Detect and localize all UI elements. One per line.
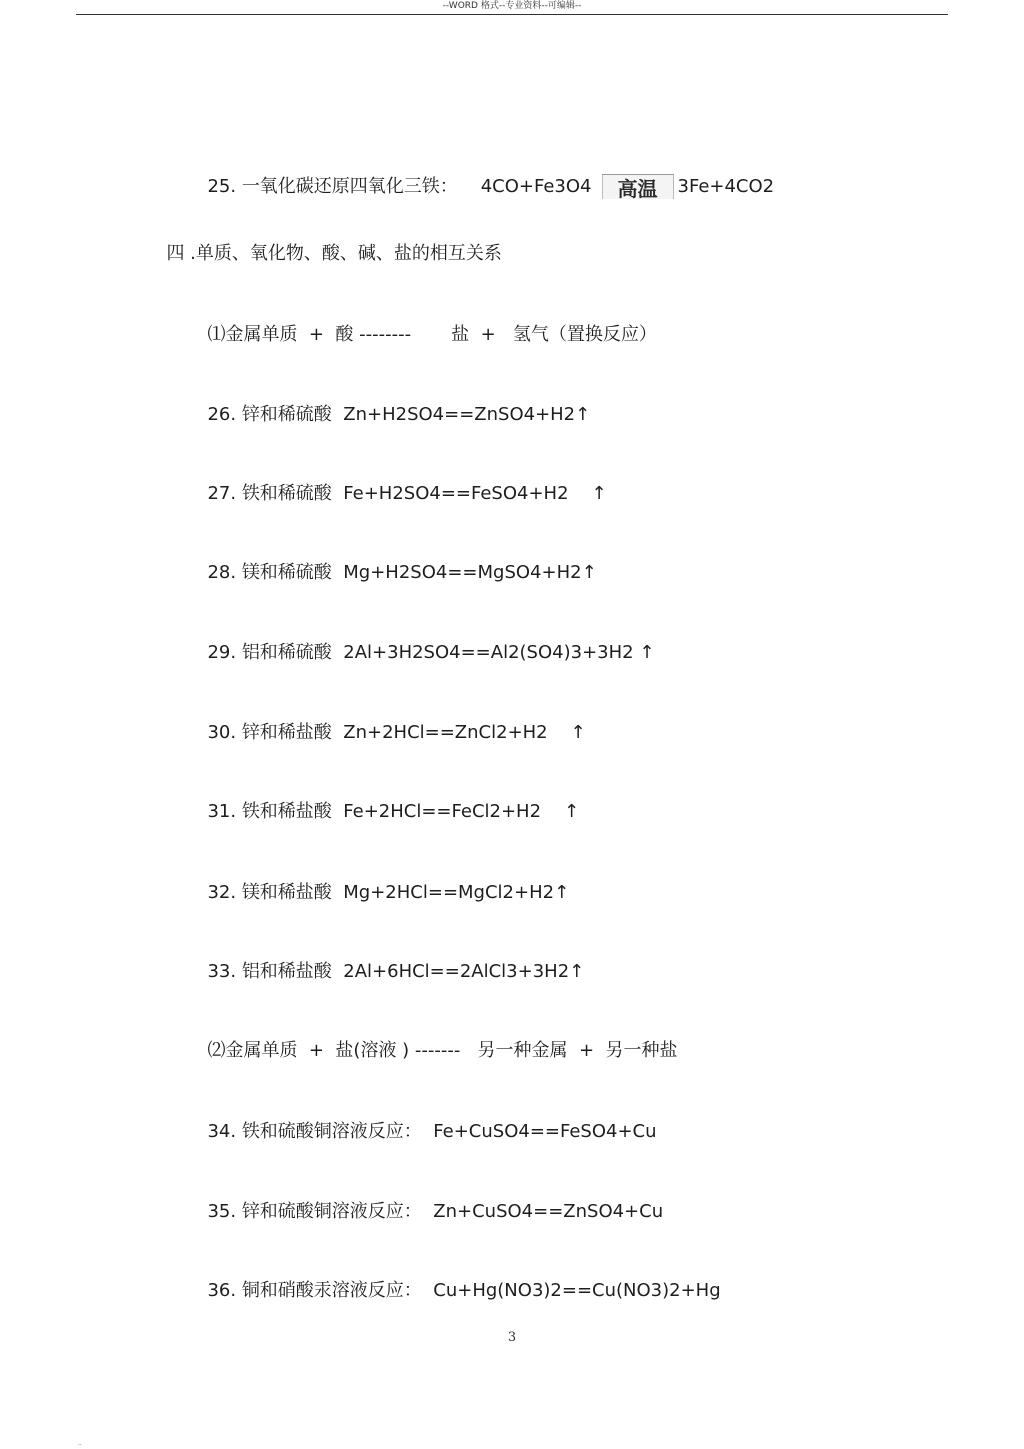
- subsection-heading-1: [196, 302, 657, 346]
- equation-formula: Cu+Hg(NO3)2==Cu(NO3)2+Hg: [433, 1280, 721, 1301]
- reaction-description: 铁和稀硫酸: [241, 483, 344, 504]
- equation-line-33: [196, 939, 584, 983]
- products-formula: 3Fe+4CO2: [677, 176, 775, 197]
- equation-line-31: [196, 779, 579, 823]
- reaction-description: 镁和稀硫酸: [241, 562, 344, 583]
- item-number: 35.: [207, 1201, 242, 1222]
- equation-formula: 2Al+3H2SO4==Al2(SO4)3+3H2: [343, 642, 634, 663]
- item-number: 26.: [207, 404, 242, 425]
- equation-formula: Zn+CuSO4==ZnSO4+Cu: [433, 1201, 664, 1222]
- reaction-description: 锌和硫酸铜溶液反应：: [241, 1201, 434, 1222]
- reaction-description: 铜和硝酸汞溶液反应：: [241, 1280, 434, 1301]
- gas-arrow-icon: ↑: [563, 801, 580, 822]
- gas-arrow-icon: ↑: [569, 961, 585, 982]
- reaction-description: 锌和稀盐酸: [241, 722, 344, 743]
- gas-arrow-icon: ↑: [570, 722, 586, 743]
- equation-formula: Zn+2HCl==ZnCl2+H2: [343, 722, 548, 743]
- equation-line-35: [196, 1179, 663, 1223]
- reaction-description: 铁和硫酸铜溶液反应：: [241, 1121, 434, 1142]
- page-number: 3: [507, 1330, 517, 1345]
- reaction-description: 镁和稀盐酸: [241, 882, 344, 903]
- gas-arrow-icon: ↑: [581, 562, 597, 583]
- equation-formula: Fe+CuSO4==FeSO4+Cu: [433, 1121, 657, 1142]
- equation-formula: Fe+H2SO4==FeSO4+H2: [343, 483, 569, 504]
- subsection-heading-2: [196, 1018, 678, 1062]
- equation-formula: Mg+2HCl==MgCl2+H2: [343, 882, 555, 903]
- item-number: 29.: [207, 642, 242, 663]
- equation-line-36: [196, 1258, 721, 1302]
- item-number: 31.: [207, 801, 242, 822]
- item-number: 32.: [207, 882, 242, 903]
- header-text: --WORD 格式--专业资料--可编辑--: [442, 1, 582, 11]
- reaction-condition-box: [602, 174, 674, 199]
- equation-line-30: [196, 700, 586, 744]
- reaction-description: 锌和稀硫酸: [241, 404, 344, 425]
- item-number: 33.: [207, 961, 242, 982]
- equation-line-29: [196, 620, 654, 664]
- equation-line-27: [196, 461, 607, 505]
- subsection-text: ⑵金属单质 + 盐(溶液 ) ------- 另一种金属 + 另一种盐: [207, 1040, 678, 1061]
- equation-line-25: [196, 148, 775, 201]
- section-heading: [155, 221, 502, 265]
- item-number: 36.: [207, 1280, 242, 1301]
- reactants-formula: 4CO+Fe3O4: [480, 176, 592, 197]
- gas-arrow-icon: ↑: [591, 483, 607, 504]
- equation-line-34: [196, 1099, 657, 1143]
- gas-arrow-icon: ↑: [575, 404, 591, 425]
- equation-line-32: [196, 860, 569, 904]
- equation-formula: Mg+H2SO4==MgSO4+H2: [343, 562, 582, 583]
- reaction-description: 铝和稀硫酸: [241, 642, 344, 663]
- subsection-text: ⑴金属单质 + 酸 -------- 盐 + 氢气（置换反应）: [207, 324, 657, 345]
- equation-formula: Fe+2HCl==FeCl2+H2: [343, 801, 542, 822]
- page-header: [76, 0, 948, 15]
- gas-arrow-icon: ↑: [554, 882, 570, 903]
- item-number: 25.: [207, 176, 242, 197]
- corner-mark: ..: [78, 1440, 82, 1447]
- equation-line-28: [196, 540, 597, 584]
- item-number: 30.: [207, 722, 242, 743]
- equation-line-26: [196, 382, 590, 426]
- reaction-condition: 高温: [617, 177, 658, 201]
- item-number: 34.: [207, 1121, 242, 1142]
- equation-formula: Zn+H2SO4==ZnSO4+H2: [343, 404, 576, 425]
- equation-formula: 2Al+6HCl==2AlCl3+3H2: [343, 961, 570, 982]
- gas-arrow-icon: ↑: [639, 642, 655, 663]
- item-number: 27.: [207, 483, 242, 504]
- item-number: 28.: [207, 562, 242, 583]
- section-heading-text: 四 .单质、氧化物、酸、碱、盐的相互关系: [166, 243, 502, 264]
- reaction-description: 铝和稀盐酸: [241, 961, 344, 982]
- reaction-description: 一氧化碳还原四氧化三铁：: [241, 176, 458, 197]
- reaction-description: 铁和稀盐酸: [241, 801, 344, 822]
